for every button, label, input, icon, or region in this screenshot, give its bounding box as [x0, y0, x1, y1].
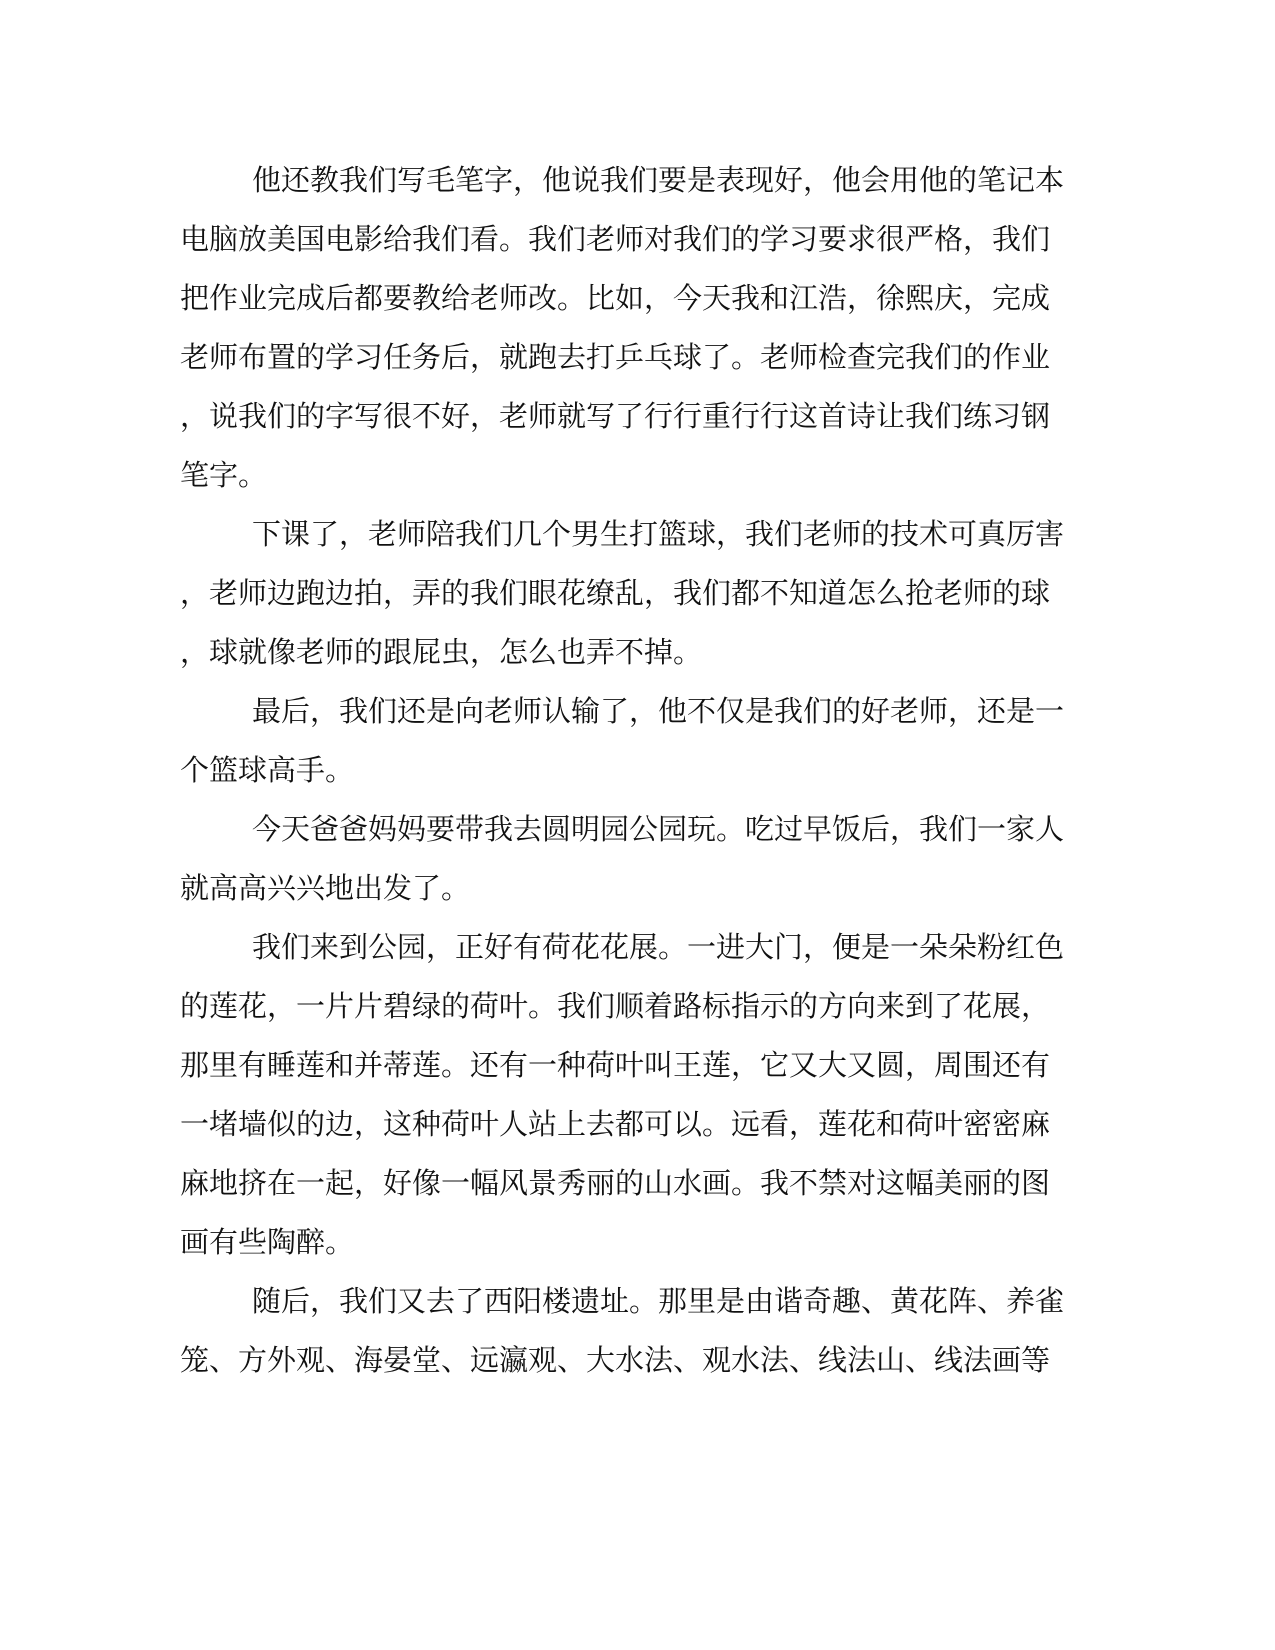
text-line: 画有些陶醉。: [180, 1225, 355, 1259]
text-line: 我们来到公园，正好有荷花花展。一进大门，便是一朵朵粉红色: [252, 930, 1065, 964]
text-line: 老师布置的学习任务后，就跑去打乒乓球了。老师检查完我们的作业: [180, 340, 1051, 374]
text-line: ，老师边跑边拍，弄的我们眼花缭乱，我们都不知道怎么抢老师的球: [180, 576, 1051, 610]
text-line: 下课了，老师陪我们几个男生打篮球，我们老师的技术可真厉害: [252, 517, 1065, 551]
text-line: 他还教我们写毛笔字，他说我们要是表现好，他会用他的笔记本: [252, 163, 1065, 197]
text-line: 一堵墙似的边，这种荷叶人站上去都可以。远看，莲花和荷叶密密麻: [180, 1107, 1051, 1141]
text-line: ，球就像老师的跟屁虫，怎么也弄不掉。: [180, 635, 703, 669]
text-line: 随后，我们又去了西阳楼遗址。那里是由谐奇趣、黄花阵、养雀: [252, 1284, 1065, 1318]
text-line: 把作业完成后都要教给老师改。比如，今天我和江浩，徐熙庆，完成: [180, 281, 1051, 315]
text-line: 笔字。: [180, 458, 268, 492]
text-line: 个篮球高手。: [180, 753, 355, 787]
text-line: ，说我们的字写很不好，老师就写了行行重行行这首诗让我们练习钢: [180, 399, 1051, 433]
text-line: 笼、方外观、海晏堂、远瀛观、大水法、观水法、线法山、线法画等: [180, 1343, 1051, 1377]
text-line: 最后，我们还是向老师认输了，他不仅是我们的好老师，还是一: [252, 694, 1065, 728]
text-line: 那里有睡莲和并蒂莲。还有一种荷叶叫王莲，它又大又圆，周围还有: [180, 1048, 1051, 1082]
text-line: 就高高兴兴地出发了。: [180, 871, 471, 905]
text-line: 的莲花，一片片碧绿的荷叶。我们顺着路标指示的方向来到了花展，: [180, 989, 1051, 1023]
text-line: 麻地挤在一起，好像一幅风景秀丽的山水画。我不禁对这幅美丽的图: [180, 1166, 1051, 1200]
text-line: 今天爸爸妈妈要带我去圆明园公园玩。吃过早饭后，我们一家人: [252, 812, 1065, 846]
text-line: 电脑放美国电影给我们看。我们老师对我们的学习要求很严格，我们: [180, 222, 1051, 256]
